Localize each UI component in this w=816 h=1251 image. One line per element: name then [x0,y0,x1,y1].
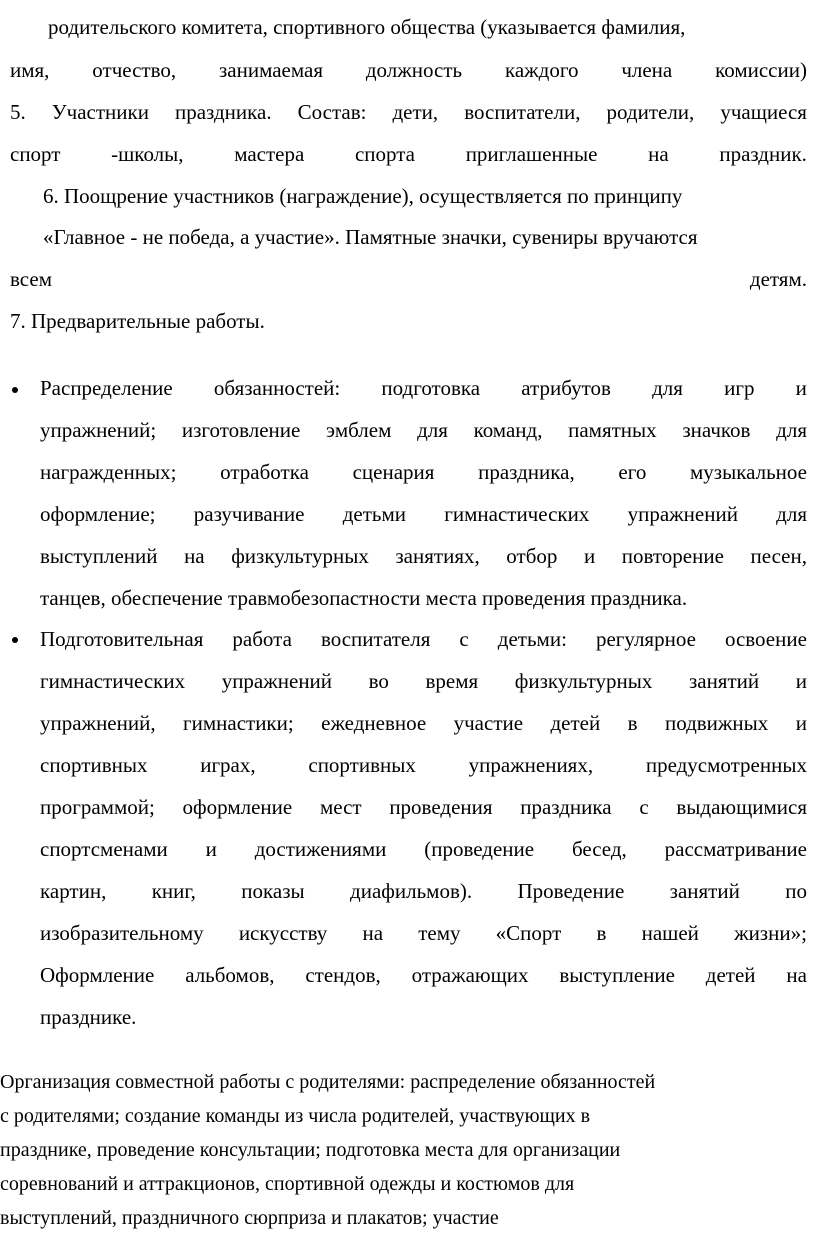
word: изготовление [181,418,301,442]
word: физкультурных [231,544,369,568]
word: спорт [10,142,61,166]
word: упражнений [221,669,333,693]
word: музыкальное [690,460,807,484]
word: подготовка [381,376,481,400]
word: для [776,502,807,526]
word: атрибутов [521,376,611,400]
word: и [795,376,807,400]
intro-line-6: «Главное - не победа, а участие». Памятные значки, сувениры вручаются [43,225,698,249]
word: воспитатели, [464,100,581,124]
word: в [627,711,638,735]
intro-line-2 [10,60,807,81]
word: учащиеся [720,100,807,124]
word: участие [453,711,524,735]
intro-line-3 [10,102,807,123]
closing-line-1: Организация совместной работы с родителями: распределение обязанностей [0,1071,656,1093]
word: родители, [606,100,695,124]
word: команд, [473,418,543,442]
word: праздника [520,795,612,819]
word: занятий [688,669,760,693]
word: песен, [750,544,807,568]
word: Подготовительная [40,627,204,651]
word: отражающих [411,963,529,987]
word: время [425,669,479,693]
word: оформление [182,795,293,819]
bullet-2-line-3 [40,713,807,734]
intro-line-5: 6. Поощрение участников (награждение), осуществляется по принципу [43,184,683,208]
word: эмблем [326,418,392,442]
word: упражнений; [40,418,157,442]
word: и [583,544,596,568]
word: спортивных [40,753,148,777]
word: занятий [669,879,740,903]
word: упражнениях, [468,753,594,777]
word: и [205,837,217,861]
word: нашей [641,921,699,945]
word: программой; [40,795,155,819]
word: имя, [10,58,50,82]
word: значков [682,418,751,442]
word: выступлений [40,544,158,568]
word: отработка [220,460,309,484]
intro-line-4 [10,144,807,165]
word: с [459,627,469,651]
closing-line-3: празднике, проведение консультации; подготовка места для организации [0,1139,621,1161]
word: его [618,460,647,484]
word: обязанностей: [213,376,341,400]
word: занимаемая [218,58,323,82]
word: альбомов, [185,963,275,987]
word: для [417,418,448,442]
word: праздник. [719,142,807,166]
closing-line-5: выступлений, праздничного сюрприза и плакатов; участие [0,1207,499,1229]
word: праздника, [478,460,575,484]
closing-line-4: соревнований и аттракционов, спортивной одежды и костюмов для [0,1173,575,1195]
word: дети, [392,100,439,124]
intro-line-7 [10,269,807,290]
word: физкультурных [514,669,653,693]
word: детей [550,711,601,735]
bullet-1-line-2 [40,420,807,441]
word: работа [232,627,292,651]
intro-line-8: 7. Предварительные работы. [10,309,265,333]
word: оформление; [40,502,156,526]
word: сценария [352,460,435,484]
word: отбор [506,544,558,568]
word: спортивных [308,753,416,777]
word: и [795,711,807,735]
word: ежедневное [321,711,427,735]
bullet-2-line-9 [40,965,807,986]
word: для [776,418,807,442]
word: 5. [10,100,26,124]
word: бесед, [571,837,627,861]
bullet-1-line-3 [40,462,807,483]
word: детьми: [497,627,567,651]
word: предусмотренных [645,753,807,777]
bullet-2-line-10: празднике. [40,1005,137,1029]
word: выступление [559,963,675,987]
bullet-dot-icon [12,387,18,393]
word: каждого [504,58,579,82]
word: мест [319,795,362,819]
word: с [639,795,649,819]
intro-line-1: родительского комитета, спортивного общества (указывается фамилия, [48,15,686,39]
word: показы [241,879,305,903]
word: играх, [200,753,256,777]
word: воспитателя [320,627,431,651]
word: детей [705,963,756,987]
word: изобразительному [40,921,204,945]
bullet-2-line-2 [40,671,807,692]
word: упражнений, [40,711,156,735]
word: на [648,142,669,166]
word: Состав: [297,100,367,124]
word: освоение [724,627,807,651]
word: по [785,879,807,903]
word: всем [10,267,52,291]
word: приглашенные [465,142,598,166]
word: подвижных [664,711,769,735]
word: рассматривание [664,837,807,861]
word: в [596,921,607,945]
word: занятиях, [395,544,480,568]
word: гимнастических [444,502,590,526]
word: -школы, [111,142,184,166]
bullet-2-line-6 [40,839,807,860]
word: награжденных; [40,460,177,484]
word: на [362,921,384,945]
word: и [795,669,807,693]
word: праздника. [174,100,272,124]
word: (проведение [424,837,535,861]
bullet-dot-icon [12,637,18,643]
word: мастера [234,142,305,166]
word: должность [365,58,463,82]
word: достижениями [254,837,387,861]
word: члена [621,58,673,82]
word: тему [418,921,461,945]
bullet-2-line-5 [40,797,807,818]
bullet-2-line-1 [40,629,807,650]
word: на [786,963,807,987]
word: детям. [749,267,807,291]
bullet-1-line-6: танцев, обеспечение травмобезопастности места проведения праздника. [40,586,688,610]
word: гимнастических [40,669,186,693]
word: гимнастики; [183,711,294,735]
word: картин, [40,879,107,903]
word: во [368,669,389,693]
closing-line-2: с родителями; создание команды из числа родителей, участвующих в [0,1105,591,1127]
bullet-1-line-5 [40,546,807,567]
word: для [652,376,683,400]
word: «Спорт [495,921,562,945]
word: комиссии) [715,58,807,82]
bullet-2-line-8 [40,923,807,944]
word: спорта [354,142,416,166]
word: Оформление [40,963,155,987]
word: жизни»; [734,921,807,945]
word: книг, [151,879,196,903]
bullet-2-line-7 [40,881,807,902]
word: искусству [238,921,328,945]
word: Участники [51,100,149,124]
word: выдающимися [676,795,807,819]
word: игр [724,376,755,400]
word: стендов, [305,963,381,987]
word: на [184,544,205,568]
word: Распределение [40,376,173,400]
word: проведения [389,795,493,819]
word: отчество, [92,58,177,82]
word: повторение [621,544,724,568]
word: разучивание [193,502,305,526]
word: регулярное [595,627,696,651]
word: спортсменами [40,837,168,861]
bullet-2-line-4 [40,755,807,776]
bullet-1-line-1 [40,378,807,399]
word: Проведение [517,879,625,903]
word: детьми [342,502,407,526]
word: памятных [568,418,657,442]
word: диафильмов). [350,879,473,903]
bullet-1-line-4 [40,504,807,525]
word: упражнений [627,502,738,526]
